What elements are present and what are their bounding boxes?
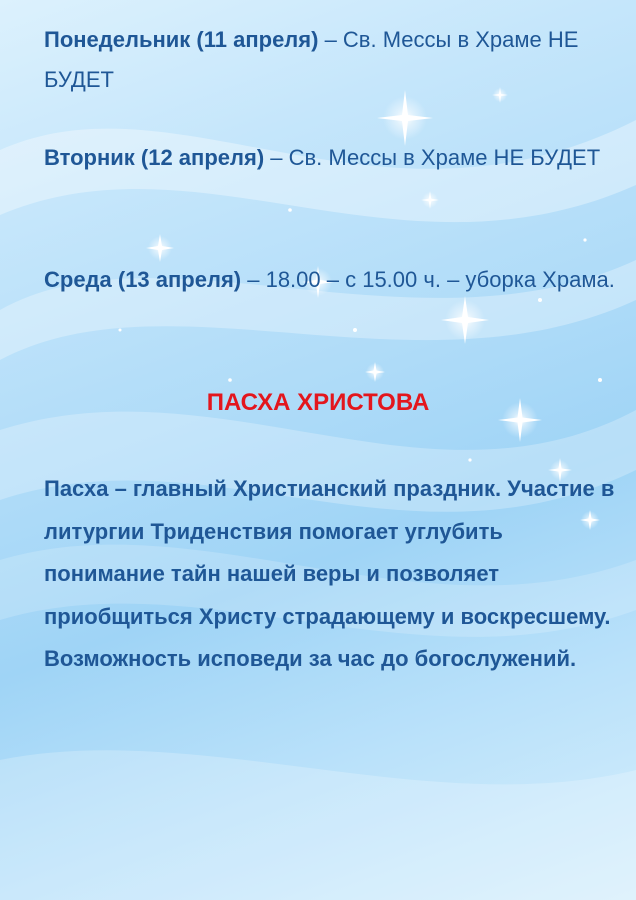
schedule-description: – Св. Мессы в Храме НЕ БУДЕТ bbox=[44, 27, 579, 92]
easter-paragraph: Пасха – главный Христианский праздник. Участие в литургии Триденствия помогает углубить понимание тайн нашей веры и позволяет приобщиться Христу страдающему и воскресшему. bbox=[44, 476, 615, 629]
confession-note: Возможность исповеди за час до богослужений. bbox=[44, 646, 577, 671]
schedule-day-label: Понедельник (11 апреля) bbox=[44, 27, 319, 52]
schedule-tuesday bbox=[44, 138, 620, 178]
schedule-monday bbox=[44, 20, 620, 100]
schedule-description: – 18.00 – с 15.00 ч. – уборка Храма. bbox=[241, 267, 615, 292]
schedule-wednesday bbox=[44, 260, 620, 300]
schedule-day-label: Вторник (12 апреля) bbox=[44, 145, 265, 170]
easter-description bbox=[44, 468, 628, 681]
schedule-day-label: Среда (13 апреля) bbox=[44, 267, 242, 292]
easter-heading: ПАСХА ХРИСТОВА bbox=[206, 389, 430, 416]
schedule-description: – Св. Мессы в Храме НЕ БУДЕТ bbox=[264, 145, 601, 170]
